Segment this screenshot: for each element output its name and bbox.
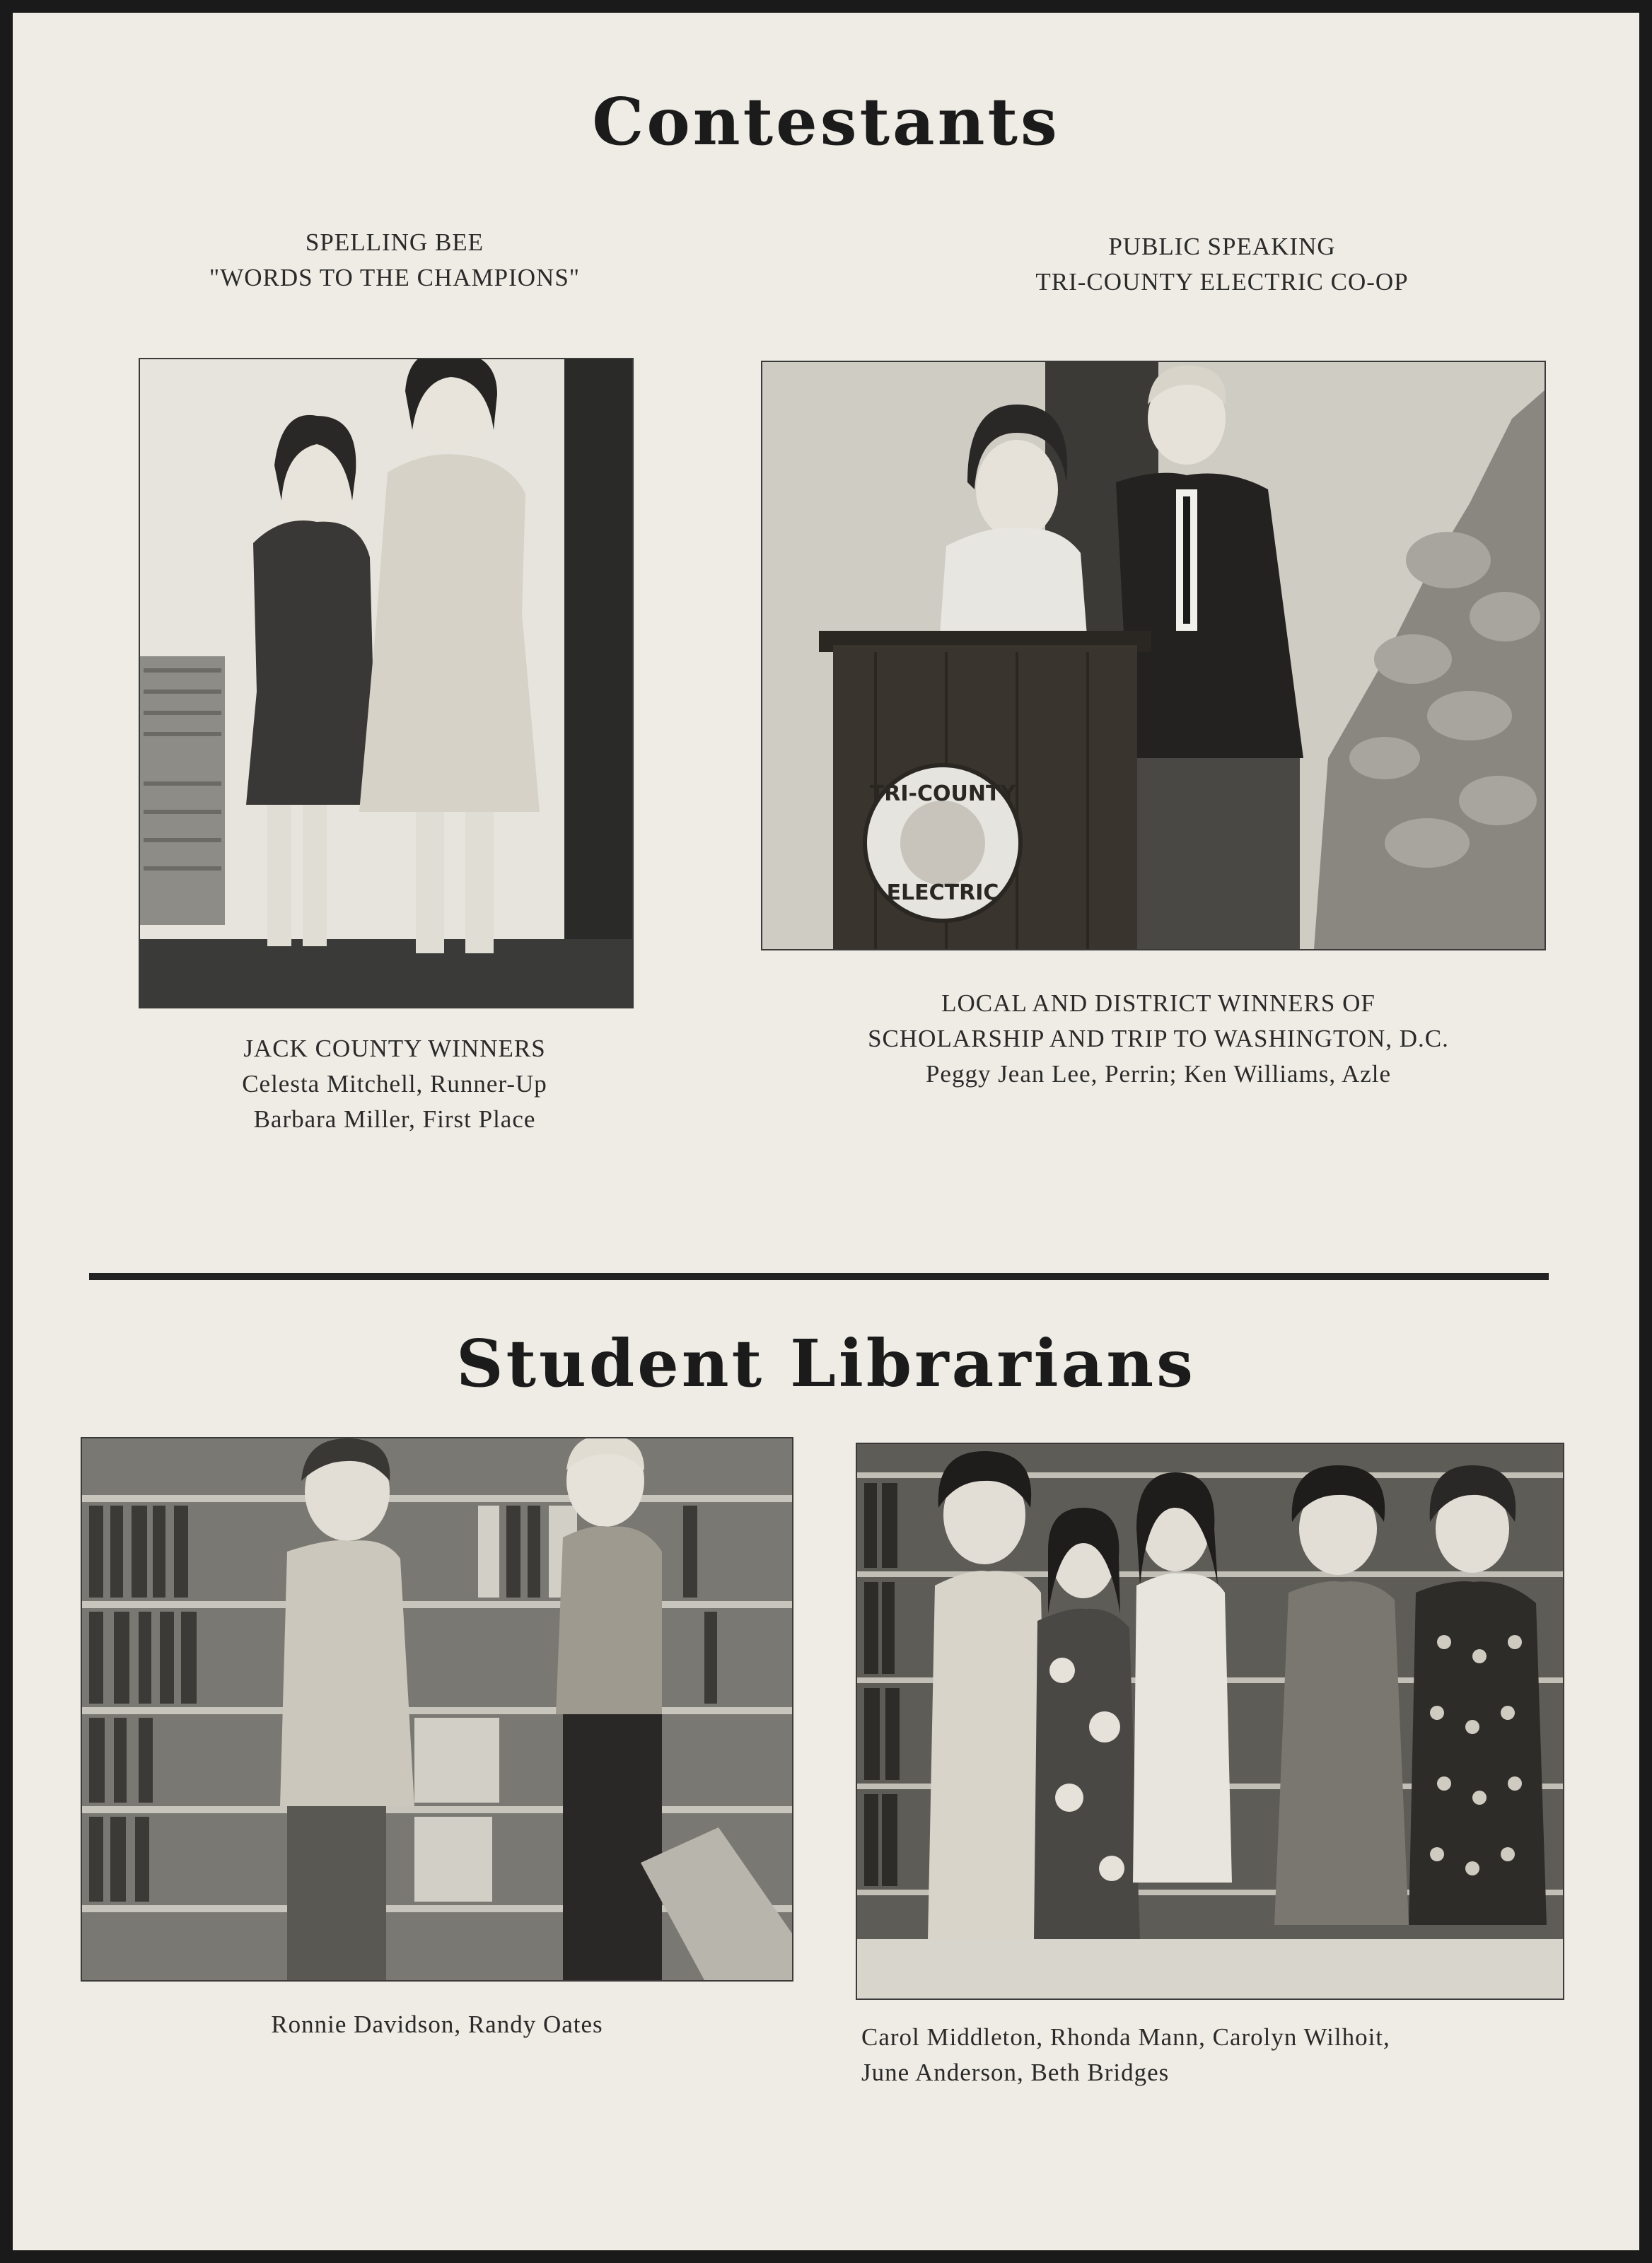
librarians-girls-caption-line: June Anderson, Beth Bridges — [861, 2059, 1170, 2086]
librarians-boys-caption: Ronnie Davidson, Randy Oates — [271, 2011, 603, 2038]
yearbook-page — [13, 13, 1639, 2250]
public-speaking-caption-line: SCHOLARSHIP AND TRIP TO WASHINGTON, D.C. — [868, 1025, 1449, 1052]
contestants-title: Contestants — [592, 83, 1060, 160]
public-speaking-caption-line: Peggy Jean Lee, Perrin; Ken Williams, Azle — [925, 1060, 1392, 1088]
podium-logo-top-text: TRI-COUNTY — [869, 781, 1016, 806]
spelling-bee-heading — [105, 225, 685, 296]
spelling-bee-caption-line: JACK COUNTY WINNERS — [243, 1035, 546, 1062]
public-speaking-caption-line: LOCAL AND DISTRICT WINNERS OF — [941, 989, 1375, 1017]
spelling-bee-heading-line: SPELLING BEE — [305, 228, 484, 256]
librarians-girls-caption-line: Carol Middleton, Rhonda Mann, Carolyn Wilhoit, — [861, 2023, 1390, 2051]
public-speaking-heading — [918, 229, 1526, 300]
librarians-boys-photo — [81, 1437, 793, 1982]
public-speaking-heading-line: PUBLIC SPEAKING — [1108, 233, 1336, 260]
public-speaking-caption — [798, 986, 1519, 1092]
section-divider — [89, 1273, 1549, 1280]
spelling-bee-caption — [112, 1031, 677, 1137]
student-librarians-title: Student Librarians — [456, 1325, 1196, 1402]
spelling-bee-heading-line: "WORDS TO THE CHAMPIONS" — [209, 264, 581, 291]
podium-logo-bottom-text: ELECTRIC — [886, 880, 999, 905]
spelling-bee-photo — [139, 358, 634, 1008]
librarians-girls-photo — [856, 1443, 1564, 2000]
public-speaking-heading-line: TRI-COUNTY ELECTRIC CO-OP — [1035, 268, 1409, 296]
librarians-girls-caption — [861, 2020, 1540, 2090]
spelling-bee-caption-line: Celesta Mitchell, Runner-Up — [242, 1070, 547, 1098]
public-speaking-photo — [761, 361, 1546, 950]
spelling-bee-caption-line: Barbara Miller, First Place — [253, 1105, 536, 1133]
